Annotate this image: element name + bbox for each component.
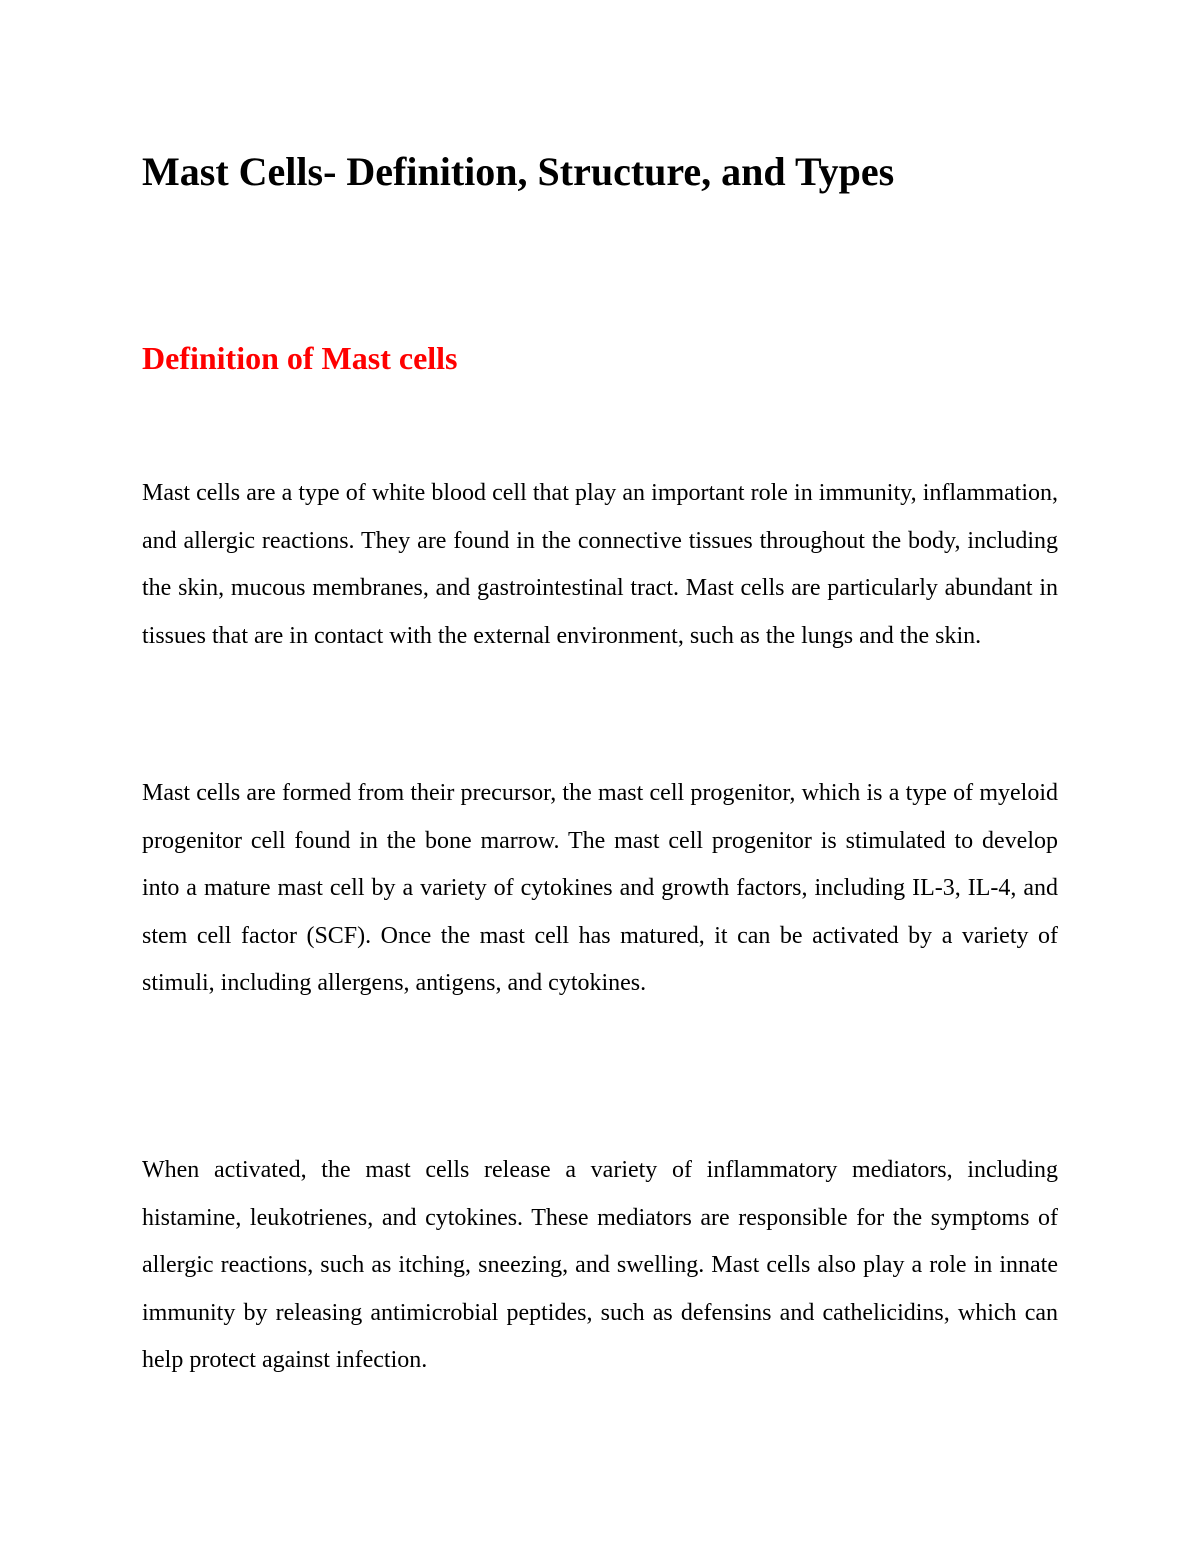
body-paragraph-2: Mast cells are formed from their precursor, the mast cell progenitor, which is a type of myeloid progenitor cell found in the bone marrow. The mast cell progenitor is stimulated to develop into a mature mast cell by a variety of cytokines and growth factors, including IL-3, IL-4, and stem cell factor (SCF). Once the mast cell has matured, it can be activated by a variety of stimuli, including allergens, antigens, and cytokines.: [142, 780, 1058, 996]
body-paragraph-3: When activated, the mast cells release a variety of inflammatory mediators, including histamine, leukotrienes, and cytokines. These mediators are responsible for the symptoms of allergic reactions, such as itching, sneezing, and swelling. Mast cells also play a role in innate immunity by releasing antimicrobial peptides, such as defensins and cathelicidins, which can help protect against infection.: [142, 1157, 1058, 1373]
section-heading: Definition of Mast cells: [142, 340, 458, 376]
document-title: Mast Cells- Definition, Structure, and Types: [142, 149, 895, 194]
body-paragraph-1: Mast cells are a type of white blood cell that play an important role in immunity, inflammation, and allergic reactions. They are found in the connective tissues throughout the body, including the skin, mucous membranes, and gastrointestinal tract. Mast cells are particularly abundant in tissues that are in contact with the external environment, such as the lungs and the skin.: [142, 480, 1058, 649]
